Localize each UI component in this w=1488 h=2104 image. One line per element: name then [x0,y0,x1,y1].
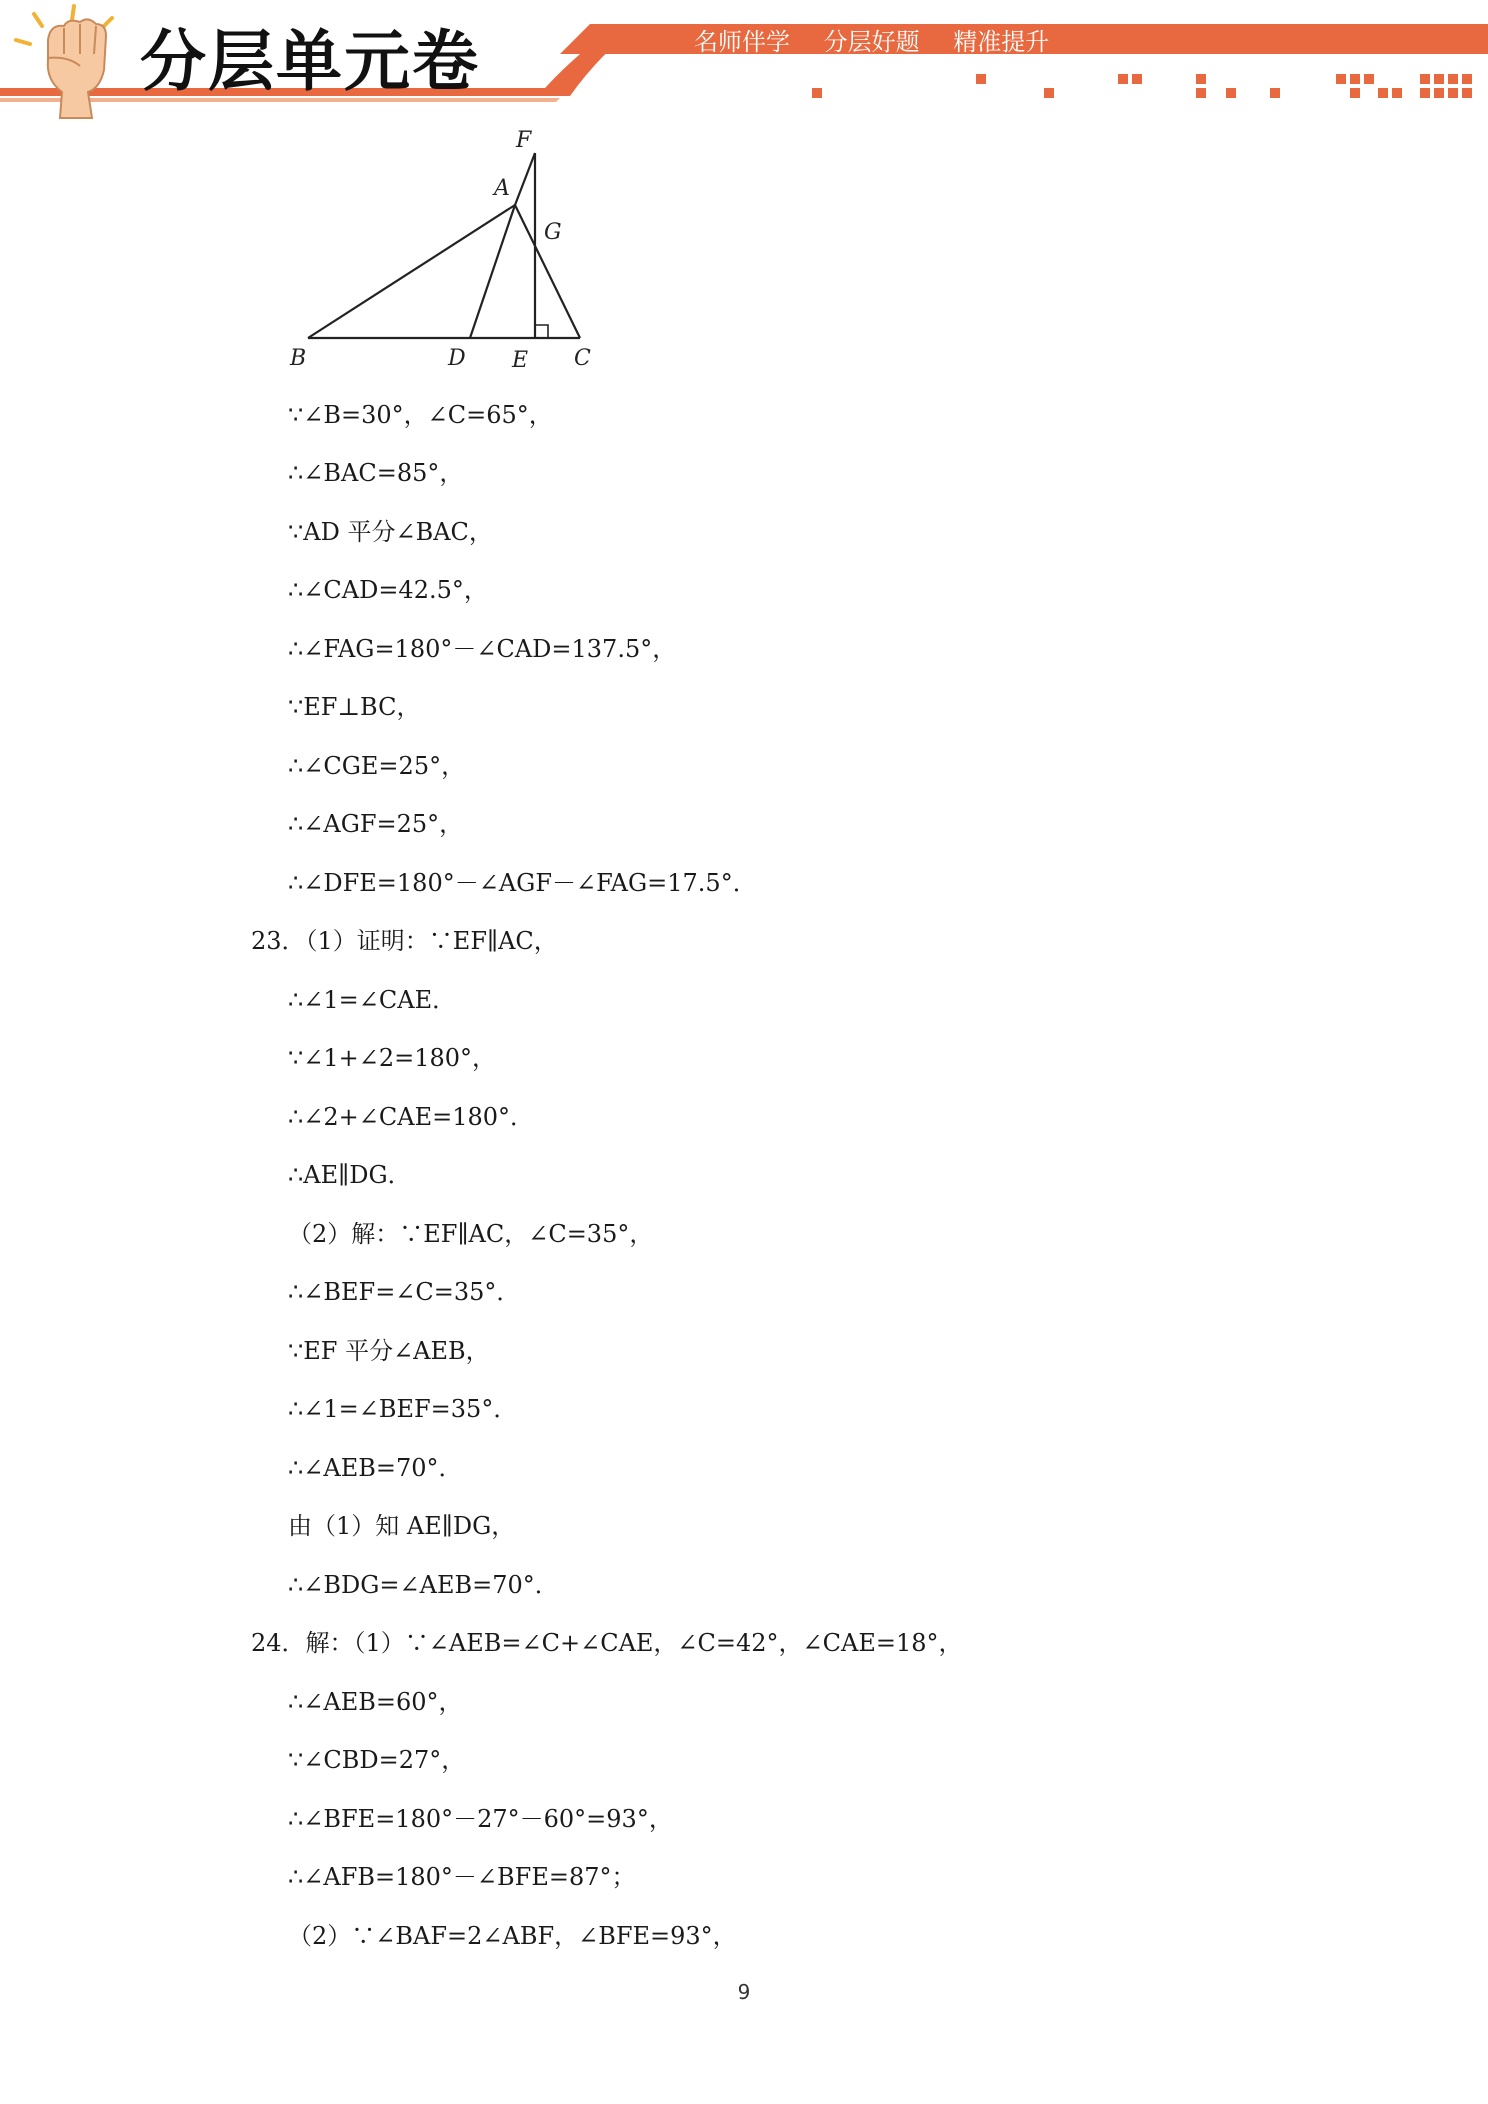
solution-line: ∴∠BAC=85°， [288,459,464,487]
geometry-figure [280,125,610,375]
slogan-item: 分层好题 [823,28,920,56]
point-label: B [290,346,307,371]
solution-line: ∵EF 平分∠AEB， [288,1337,490,1365]
slogan-item: 名师伴学 [694,28,790,56]
question-heading: 24．解：（1）∵∠AEB=∠C+∠CAE，∠C=42°，∠CAE=18°， [251,1629,963,1657]
solution-line: ∴∠AEB=70°． [288,1454,463,1482]
solution-line: ∴∠1=∠BEF=35°． [288,1395,518,1423]
segment-fa [515,153,535,205]
solution-line: 由（1）知 AE∥DG， [288,1512,516,1540]
solution-line: ∴∠2+∠CAE=180°． [288,1103,534,1131]
solution-line: ∴∠AEB=60°， [288,1688,463,1716]
solution-line: ∴∠CGE=25°， [288,752,466,780]
page-header [0,0,1488,130]
solution-line: （2）解：∵EF∥AC，∠C=35°， [288,1220,654,1248]
slogan-item: 精准提升 [953,28,1050,56]
header-title: 分层单元卷 [140,23,480,100]
point-label: F [516,128,532,153]
fist-icon [8,0,138,125]
solution-line: ∴∠BFE=180°－27°－60°=93°， [288,1805,673,1833]
solution-line: ∴∠BEF=∠C=35°． [288,1278,521,1306]
solution-line: ∵∠CBD=27°， [288,1746,466,1774]
solution-line: ∴AE∥DG． [288,1161,412,1189]
solution-line: ∴∠BDG=∠AEB=70°． [288,1571,559,1599]
solution-line: ∴∠FAG=180°－∠CAD=137.5°， [288,635,677,663]
point-label: C [574,346,591,371]
right-angle-mark [535,325,548,338]
solution-line: ∴∠AFB=180°－∠BFE=87°； [288,1863,636,1891]
solution-line: （2）∵∠BAF=2∠ABF，∠BFE=93°， [288,1922,737,1950]
solution-line: ∵∠1+∠2=180°， [288,1044,497,1072]
solution-line: ∵EF⊥BC， [288,693,421,721]
solution-line: ∵∠B=30°，∠C=65°， [288,401,553,429]
point-label: G [544,220,562,245]
page-number: 9 [737,1980,751,2004]
question-heading: 23．（1）证明：∵EF∥AC， [251,927,558,955]
triangle-diagram [280,125,610,375]
segment-ba [308,205,515,338]
solution-line: ∵AD 平分∠BAC， [288,518,493,546]
solution-line: ∴∠1=∠CAE． [288,986,457,1014]
point-label: E [512,348,529,373]
solution-line: ∴∠CAD=42.5°， [288,576,488,604]
header-slogans [694,22,1075,57]
solution-line: ∴∠DFE=180°－∠AGF－∠FAG=17.5°． [288,869,757,897]
point-label: D [448,346,466,371]
solution-line: ∴∠AGF=25°， [288,810,464,838]
segment-ad [470,205,515,338]
point-label: A [494,176,510,201]
